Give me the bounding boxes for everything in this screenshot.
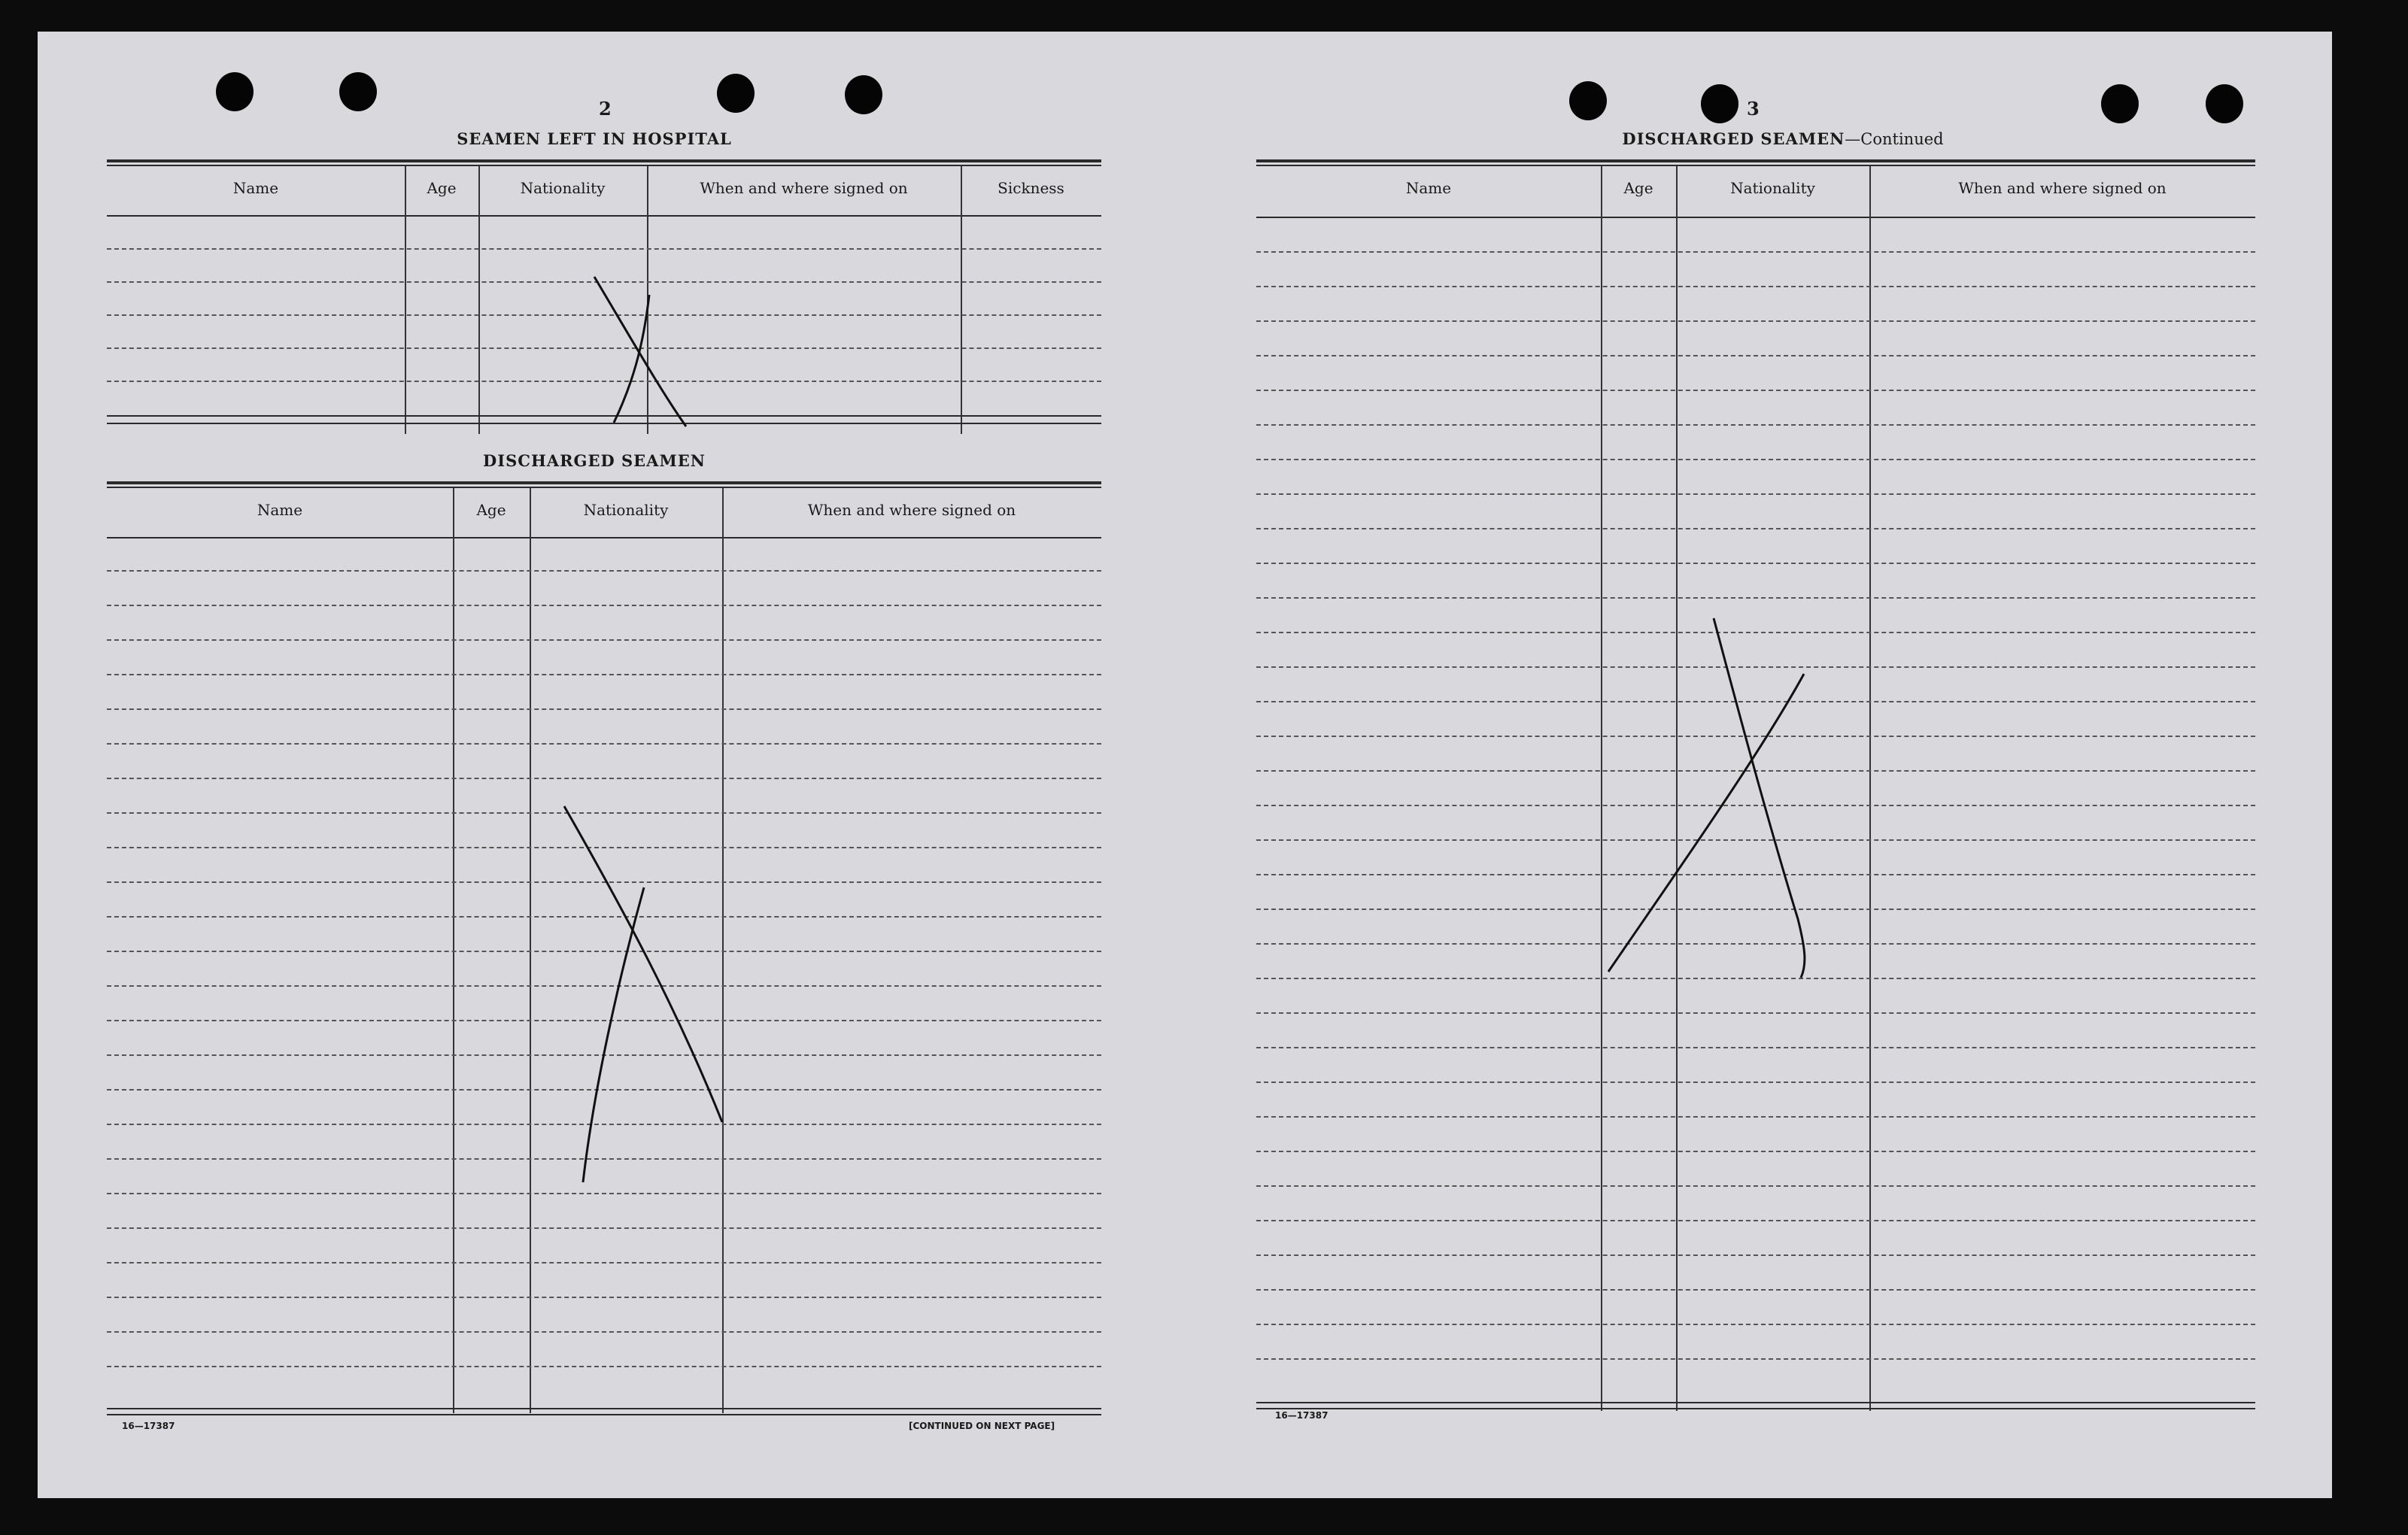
form-number-left: 16—17387	[122, 1421, 175, 1431]
column-header-signed-on: When and where signed on	[700, 179, 908, 197]
column-header-name: Name	[232, 179, 279, 197]
page-number-right: 3	[1747, 98, 1760, 120]
punch-hole	[845, 75, 882, 114]
form-sheet	[38, 32, 2332, 1498]
discharged-table-right	[1256, 159, 2255, 1438]
discharged-continued-title	[1256, 129, 2309, 148]
punch-hole	[2101, 84, 2139, 123]
punch-hole	[339, 72, 377, 111]
hospital-section-title: SEAMEN LEFT IN HOSPITAL	[457, 129, 732, 148]
continued-note: [CONTINUED ON NEXT PAGE]	[909, 1421, 1055, 1431]
column-header-nationality: Nationality	[583, 501, 669, 519]
column-header-name: Name	[257, 501, 303, 519]
punch-hole	[717, 74, 755, 113]
hospital-table	[107, 159, 1101, 460]
page-number-left: 2	[599, 98, 612, 120]
punch-hole	[1569, 81, 1607, 120]
punch-hole	[216, 72, 254, 111]
column-header-age: Age	[476, 501, 506, 519]
punch-hole	[2206, 84, 2243, 123]
column-header-signed-on: When and where signed on	[1958, 179, 2167, 197]
discharged-continued-title-suffix: —Continued	[1845, 130, 1944, 148]
column-header-name: Name	[1405, 179, 1452, 197]
column-header-age: Age	[1623, 179, 1653, 197]
punch-hole	[1701, 84, 1738, 123]
discharged-continued-title-main: DISCHARGED SEAMEN	[1622, 129, 1845, 148]
column-header-sickness: Sickness	[998, 179, 1064, 197]
column-header-signed-on: When and where signed on	[807, 501, 1016, 519]
discharged-section-title: DISCHARGED SEAMEN	[483, 451, 706, 470]
column-header-nationality: Nationality	[1730, 179, 1815, 197]
column-header-nationality: Nationality	[520, 179, 606, 197]
discharged-table-left	[107, 481, 1101, 1452]
column-header-age: Age	[427, 179, 457, 197]
form-number-right: 16—17387	[1275, 1410, 1328, 1421]
